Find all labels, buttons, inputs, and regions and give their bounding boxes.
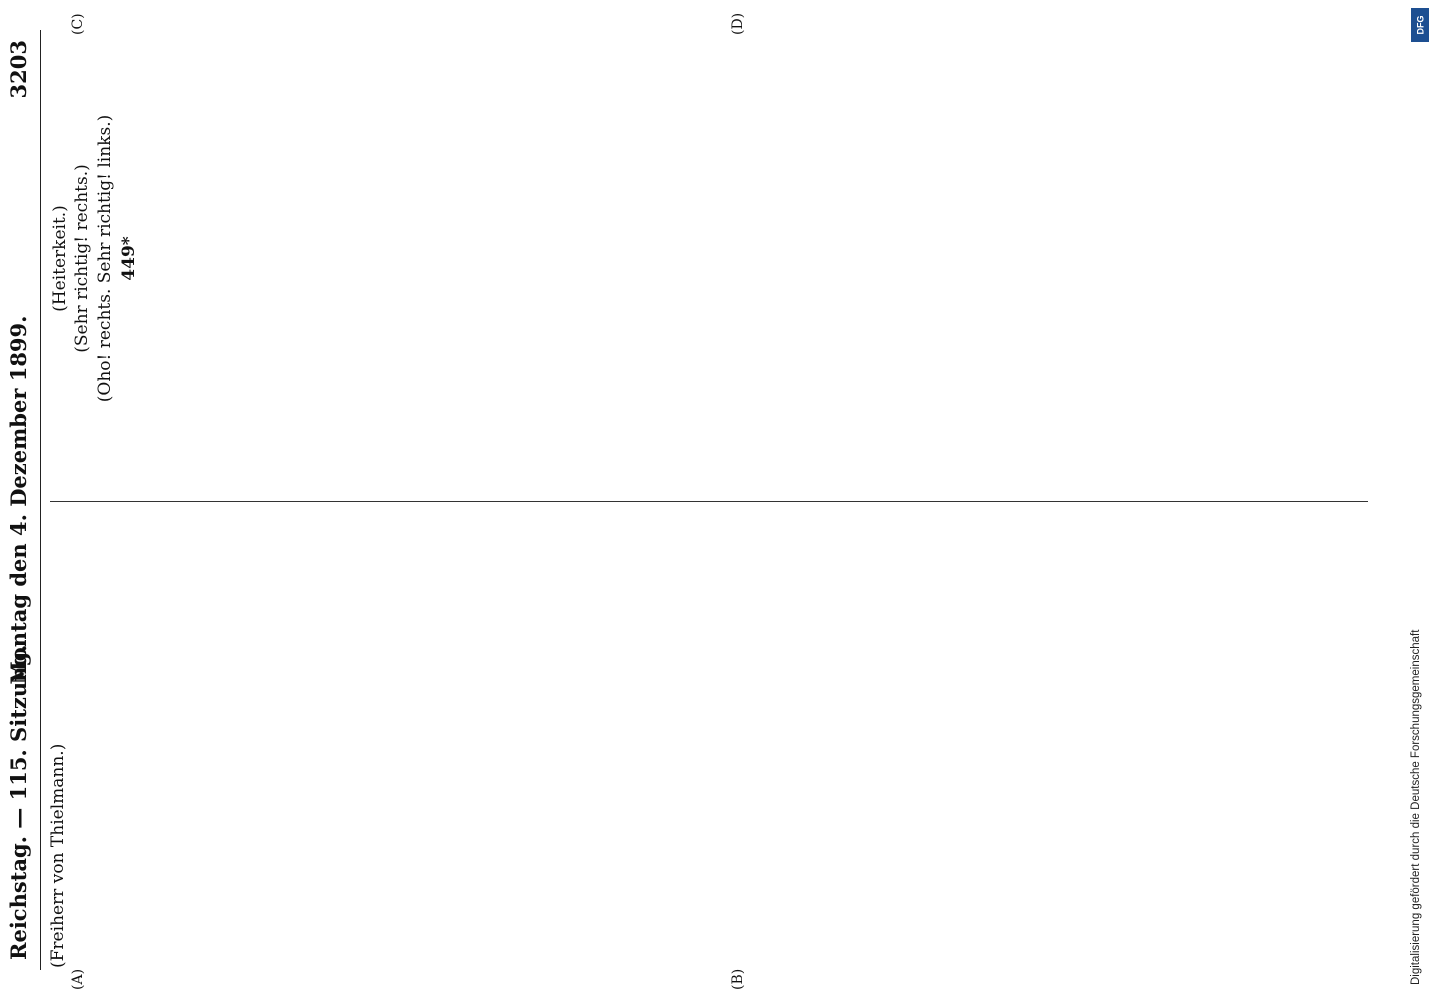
margin-label-b: (B)	[730, 968, 746, 990]
sheet-signature: 449*	[119, 236, 140, 281]
digitization-credit: Digitalisierung gefördert durch die Deutsche Forschungsgemeinschaft	[1410, 629, 1422, 985]
margin-label-d: (D)	[730, 12, 746, 35]
digitization-credit-rail	[1406, 0, 1434, 1000]
column-divider	[50, 501, 1368, 502]
dfg-badge-text: DFG	[1415, 15, 1425, 35]
margin-label-a: (A)	[70, 968, 86, 990]
page-number: 3203	[6, 40, 31, 99]
page-header	[0, 30, 41, 970]
right-column	[48, 36, 1368, 481]
speaker-name: (Freiherr von Thielmann.)	[48, 743, 68, 968]
interjection: (Heiterkeit.)	[50, 205, 70, 312]
header-left: Reichstag. — 115. Sitzung.	[6, 644, 31, 960]
dfg-logo	[1411, 8, 1429, 42]
interjection: (Sehr richtig! rechts.)	[72, 164, 93, 353]
interjection: (Oho! rechts. Sehr richtig! links.)	[94, 114, 115, 403]
header-center: Montag den 4. Dezember 1899.	[6, 315, 31, 685]
margin-label-c: (C)	[70, 13, 86, 35]
left-column	[48, 523, 1368, 968]
